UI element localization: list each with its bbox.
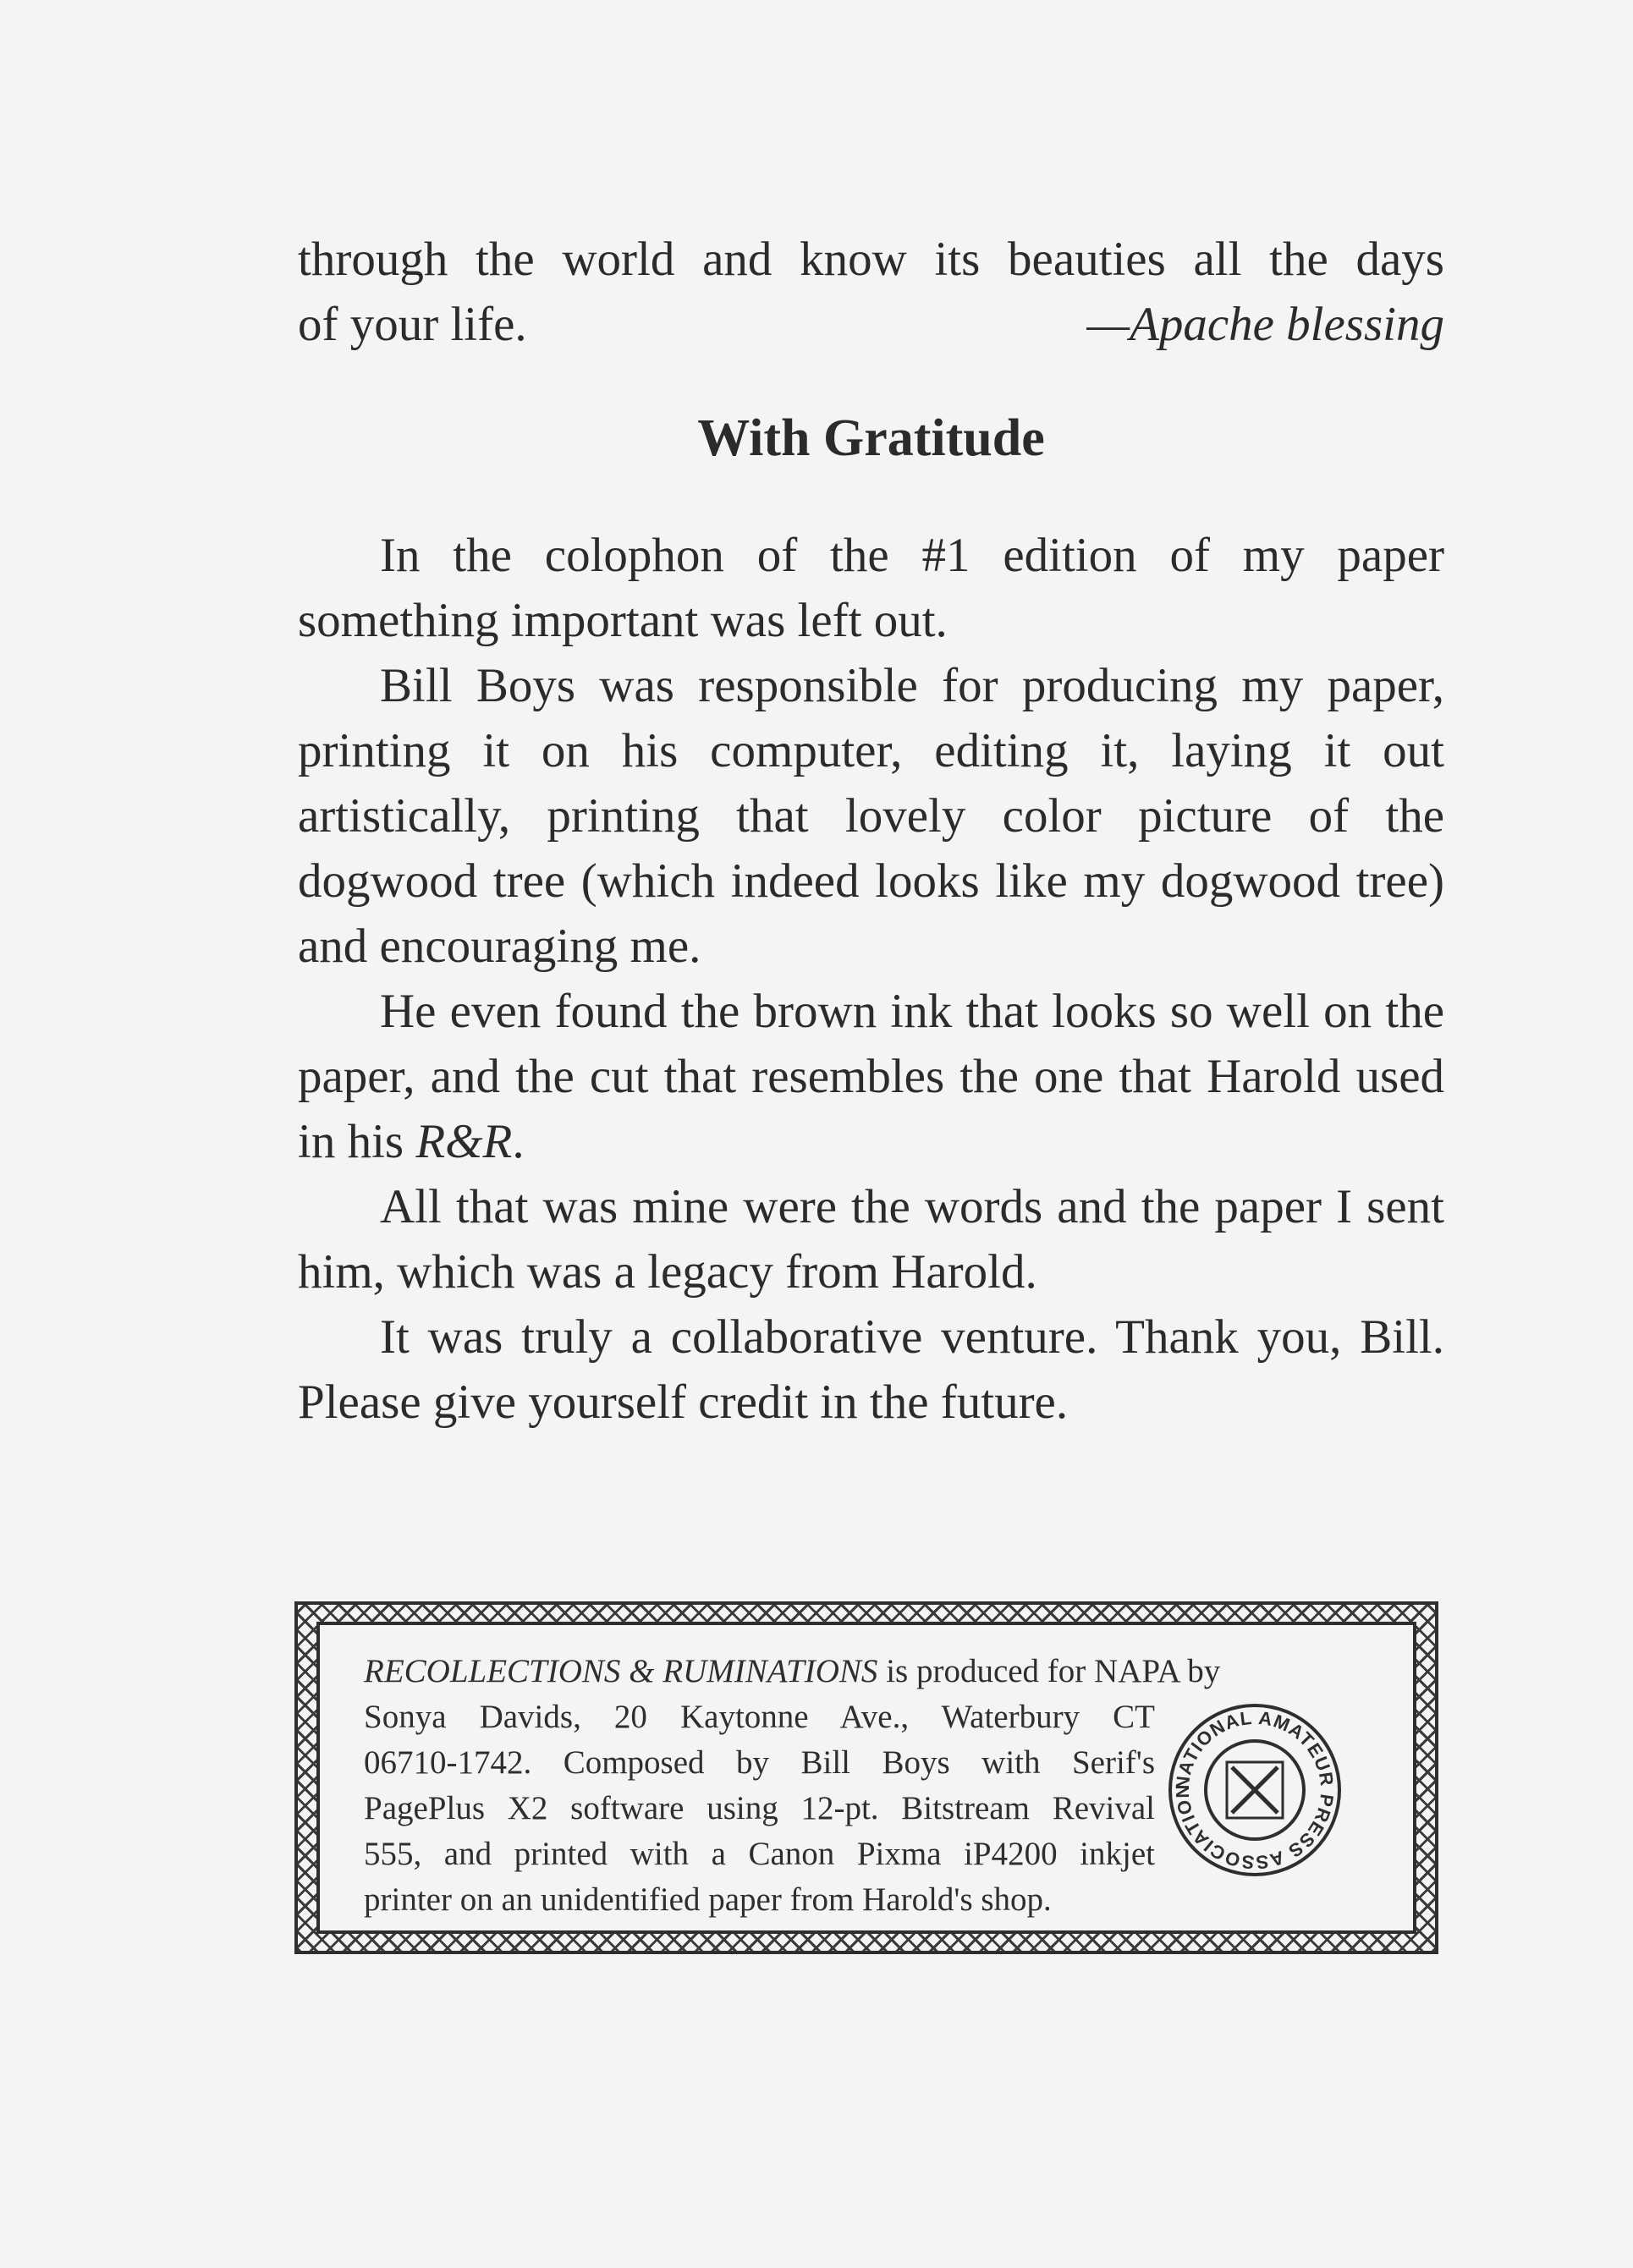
paragraph-3-text: He even found the brown ink that looks so well on the paper, and the cut that resembles the one that Harold used in his	[298, 985, 1444, 1168]
quote-attribution: —Apache blessing	[1086, 298, 1444, 351]
quote-line-2	[298, 292, 1444, 357]
article	[298, 227, 1444, 1435]
publication-title: R&R	[415, 1115, 513, 1168]
colophon-line-5: 555, and printed with a Canon Pixma iP4200 inkjet	[364, 1836, 1155, 1872]
colophon-line-1	[364, 1649, 1379, 1694]
colophon-line-4: PagePlus X2 software using 12-pt. Bitstream Revival	[364, 1790, 1155, 1826]
colophon-line-6: printer on an unidentified paper from Harold's shop.	[364, 1881, 1052, 1918]
quote-line-2-text: of your life.	[298, 298, 527, 351]
paragraph-1: In the colophon of the #1 edition of my paper something important was left out.	[298, 529, 1444, 647]
colophon-line-3: 06710-1742. Composed by Bill Boys with Serif's	[364, 1744, 1155, 1781]
colophon-inner	[316, 1622, 1416, 1934]
colophon-line-1-rest: is produced for NAPA by	[877, 1653, 1221, 1689]
paragraph-2: Bill Boys was responsible for producing my paper, printing it on his computer, editing it, laying it out artistically, printing that lovely color picture of the dogwood tree (which indeed looks like my dogwood tree) and encouraging me.	[298, 659, 1444, 973]
napa-seal-icon	[1166, 1701, 1344, 1879]
seal-ring-text: NATIONAL AMATEUR PRESS ASSOCIATION	[1171, 1706, 1339, 1874]
quote-line-1: through the world and know its beauties all the days	[298, 233, 1444, 286]
paragraph-3-end: .	[512, 1115, 525, 1168]
paragraph-5: It was truly a collaborative venture. Thank you, Bill. Please give yourself credit in the future.	[298, 1310, 1444, 1429]
opening-quote	[298, 227, 1444, 357]
section-heading: With Gratitude	[697, 409, 1045, 467]
paragraph-3	[298, 979, 1444, 1174]
colophon-title: RECOLLECTIONS & RUMINATIONS	[364, 1653, 878, 1689]
paragraph-4: All that was mine were the words and the paper I sent him, which was a legacy from Harold.	[298, 1180, 1444, 1299]
colophon-box	[294, 1601, 1438, 1954]
colophon-line-2: Sonya Davids, 20 Kaytonne Ave., Waterbury CT	[364, 1699, 1155, 1735]
